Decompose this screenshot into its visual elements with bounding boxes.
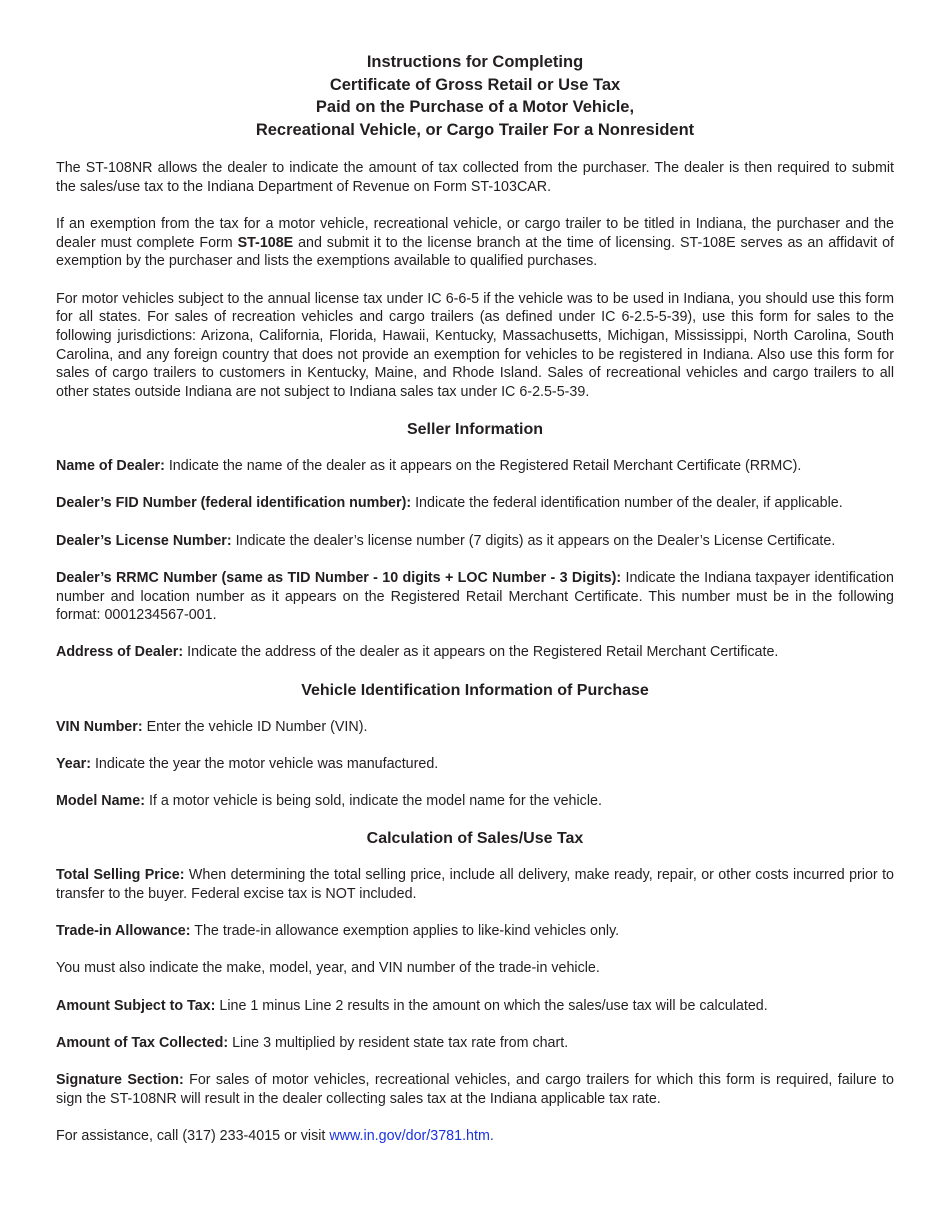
tax-collected-label: Amount of Tax Collected: [56, 1034, 229, 1051]
intro-p2-pre: If an exemption from the tax for a motor vehicle, recreational vehicle, or cargo trailer to be titled in Indiana, the purchaser and the dealer must complete Form [56, 215, 894, 251]
intro-paragraph-2 [56, 215, 894, 271]
trade-in-label: Trade-in Allowance: [56, 923, 191, 940]
assistance-line [56, 1127, 894, 1146]
dealer-license-text: Indicate the dealer’s license number (7 digits) as it appears on the Dealer’s License Certificate. [231, 532, 836, 549]
title-line-1: Instructions for Completing [366, 53, 584, 71]
signature-label: Signature Section: [56, 1071, 184, 1088]
title-line-2: Certificate of Gross Retail or Use Tax [329, 75, 621, 94]
tax-collected-text: Line 3 multiplied by resident state tax rate from chart. [228, 1034, 569, 1051]
dealer-address-label: Address of Dealer: [56, 644, 184, 661]
trade-in-instruction [56, 922, 894, 941]
dealer-license-instruction [56, 532, 894, 551]
total-selling-price-instruction [56, 866, 894, 903]
model-instruction [56, 792, 894, 811]
trade-in-text: The trade-in allowance exemption applies to like-kind vehicles only. [190, 923, 620, 940]
title-line-3: Paid on the Purchase of a Motor Vehicle, [315, 98, 635, 116]
seller-info-heading: Seller Information [406, 421, 544, 439]
trade-in-note: You must also indicate the make, model, year, and VIN number of the trade-in vehicle. [56, 960, 600, 977]
vin-instruction [56, 718, 894, 737]
assistance-text: For assistance, call (317) 233-4015 or visit [56, 1127, 330, 1144]
dealer-address-instruction [56, 643, 894, 662]
tax-calculation-heading: Calculation of Sales/Use Tax [366, 830, 584, 848]
signature-instruction [56, 1071, 894, 1108]
amount-subject-text: Line 1 minus Line 2 results in the amount on which the sales/use tax will be calculated. [215, 997, 768, 1014]
year-text: Indicate the year the motor vehicle was manufactured. [90, 755, 439, 772]
document-title [56, 51, 894, 141]
dealer-address-text: Indicate the address of the dealer as it appears on the Registered Retail Merchant Certificate. [183, 644, 779, 661]
signature-text: For sales of motor vehicles, recreational vehicles, and cargo trailers for which this form is required, failure to sign the ST-108NR will result in the dealer collecting sales tax at the Indiana applicable tax rate. [56, 1071, 894, 1107]
amount-subject-label: Amount Subject to Tax: [56, 997, 216, 1014]
intro-paragraph-3: For motor vehicles subject to the annual license tax under IC 6-6-5 if the vehicle was to be used in Indiana, you should use this form for all states. For sales of recreation vehicles and cargo trailers (as defined under IC 6-2.5-5-39), use this form for sales to the following jurisdictions: Arizona, California, Florida, Hawaii, Kentucky, Massachusetts, Michigan, Mississippi, North Carolina, South Carolina, and any foreign country that does not provide an exemption for vehicles to be registered in Indiana. Also use this form for sales of cargo trailers to customers in Kentucky, Maine, and Rhode Island. Sales of recreational vehicles and cargo trailers to all other states outside Indiana are not subject to Indiana sales tax under IC 6-2.5-5-39. [56, 290, 894, 401]
year-label: Year: [56, 755, 91, 772]
form-st108e-reference: ST-108E [237, 234, 294, 251]
name-of-dealer-label: Name of Dealer: [56, 458, 165, 475]
dealer-license-label: Dealer’s License Number: [56, 532, 232, 549]
dealer-fid-instruction [56, 494, 894, 513]
title-line-4: Recreational Vehicle, or Cargo Trailer For a Nonresident [255, 120, 695, 139]
name-of-dealer-text: Indicate the name of the dealer as it appears on the Registered Retail Merchant Certificate (RRMC). [164, 458, 802, 475]
dealer-rrmc-label: Dealer’s RRMC Number (same as TID Number - 10 digits + LOC Number - 3 Digits): [56, 569, 622, 586]
year-instruction [56, 755, 894, 774]
dealer-fid-text: Indicate the federal identification number of the dealer, if applicable. [411, 495, 843, 512]
vin-label: VIN Number: [56, 718, 143, 735]
name-of-dealer-instruction [56, 457, 894, 476]
amount-subject-instruction [56, 997, 894, 1016]
model-label: Model Name: [56, 793, 145, 810]
total-selling-price-label: Total Selling Price: [56, 867, 185, 884]
dor-website-link[interactable]: www.in.gov/dor/3781.htm. [329, 1127, 494, 1144]
vin-text: Enter the vehicle ID Number (VIN). [142, 718, 368, 735]
intro-paragraph-1: The ST-108NR allows the dealer to indicate the amount of tax collected from the purchaser. The dealer is then required to submit the sales/use tax to the Indiana Department of Revenue on Form ST-103CAR. [56, 160, 894, 195]
intro-p2-post: and submit it to the license branch at the time of licensing. ST-108E serves as an affidavit of exemption by the purchaser and lists the exemptions available to qualified purchases. [56, 234, 895, 270]
dealer-rrmc-instruction [56, 569, 894, 625]
dealer-fid-label: Dealer’s FID Number (federal identification number): [56, 495, 412, 512]
total-selling-price-text: When determining the total selling price, include all delivery, make ready, repair, or other costs incurred prior to transfer to the buyer. Federal excise tax is NOT included. [56, 867, 895, 902]
dealer-rrmc-text: Indicate the Indiana taxpayer identification number and location number as it appears on the Registered Retail Merchant Certificate. This number must be in the following format: 0001234567-001. [56, 569, 895, 624]
vehicle-info-heading: Vehicle Identification Information of Purchase [301, 681, 649, 699]
tax-collected-instruction [56, 1034, 894, 1053]
model-text: If a motor vehicle is being sold, indicate the model name for the vehicle. [144, 793, 602, 810]
